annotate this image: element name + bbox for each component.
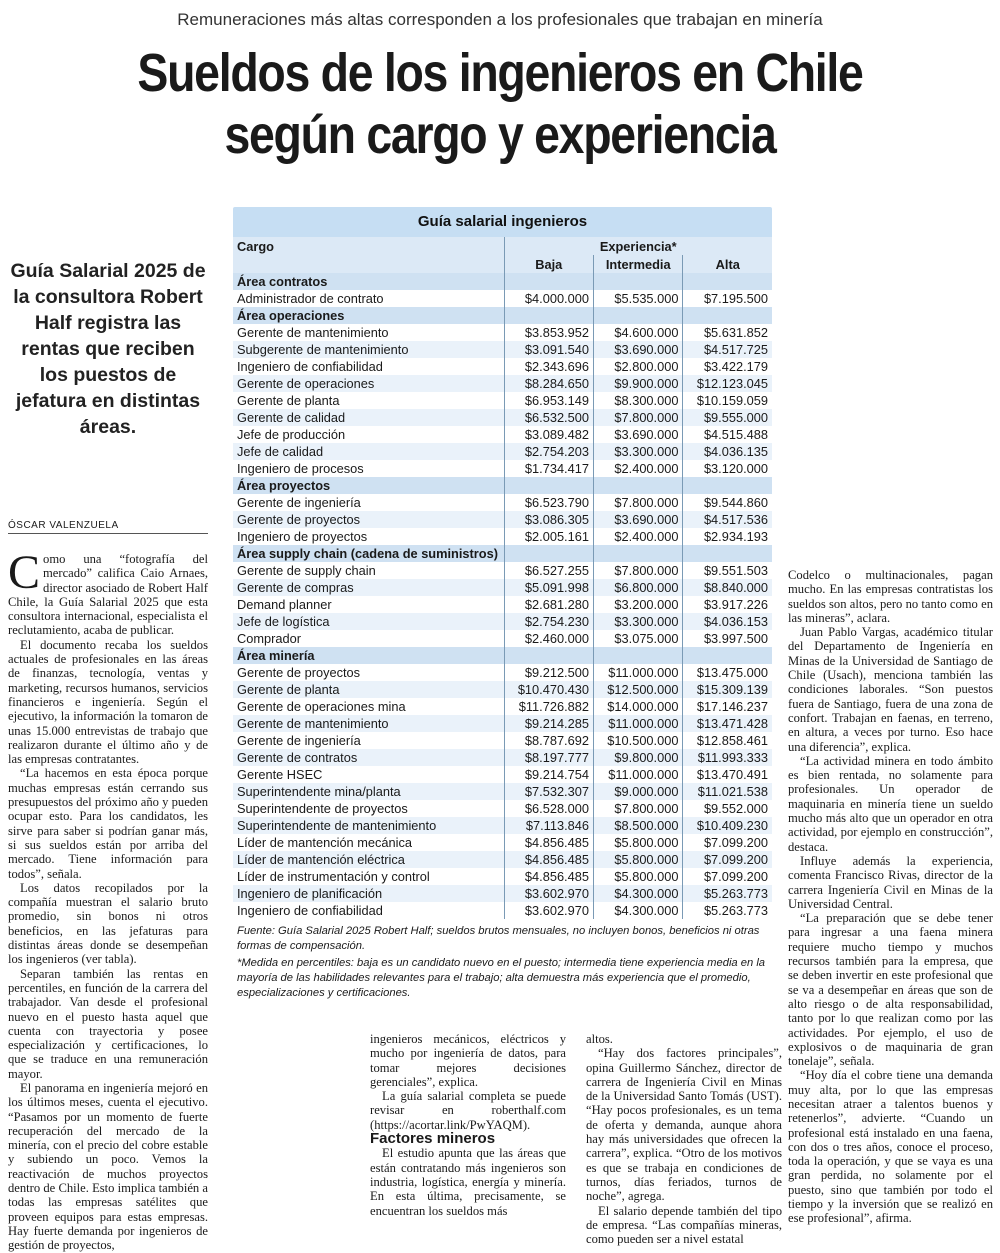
baja-cell: $7.113.846: [504, 817, 593, 834]
table-row: [233, 596, 772, 613]
intermedia-cell: $7.800.000: [593, 494, 682, 511]
paragraph: Los datos recopilados por la compañía muestran el salario bruto promedio, sin bonos ni otros beneficios, en las jefaturas para distintas áreas donde se desempeñan los ingenieros (ver tabla).: [8, 880, 208, 967]
baja-cell: $2.005.161: [504, 528, 593, 545]
table-row: [233, 749, 772, 766]
table-row: [233, 732, 772, 749]
section-label: Área supply chain (cadena de suministros): [233, 545, 504, 562]
salary-grid: [233, 237, 772, 919]
alta-cell: $4.036.135: [683, 443, 772, 460]
baja-cell: $5.091.998: [504, 579, 593, 596]
col-header-baja: Baja: [504, 255, 593, 273]
alta-cell: $5.631.852: [683, 324, 772, 341]
table-row: [233, 664, 772, 681]
table-row: [233, 817, 772, 834]
intermedia-cell: $7.800.000: [593, 409, 682, 426]
cargo-cell: Gerente de ingeniería: [233, 494, 504, 511]
cargo-cell: Gerente HSEC: [233, 766, 504, 783]
cargo-cell: Gerente de contratos: [233, 749, 504, 766]
cargo-cell: Ingeniero de proyectos: [233, 528, 504, 545]
intermedia-cell: $7.800.000: [593, 800, 682, 817]
table-row: [233, 375, 772, 392]
article-column-2: [370, 1032, 566, 1218]
intermedia-cell: $6.800.000: [593, 579, 682, 596]
table-row: [233, 630, 772, 647]
table-row: [233, 851, 772, 868]
cargo-cell: Jefe de logística: [233, 613, 504, 630]
intermedia-cell: $11.000.000: [593, 664, 682, 681]
table-row: [233, 409, 772, 426]
cargo-cell: Ingeniero de confiabilidad: [233, 902, 504, 919]
intermedia-cell: $5.800.000: [593, 868, 682, 885]
table-row: [233, 681, 772, 698]
alta-cell: $13.471.428: [683, 715, 772, 732]
cargo-cell: Jefe de calidad: [233, 443, 504, 460]
table-row: [233, 834, 772, 851]
cargo-cell: Administrador de contrato: [233, 290, 504, 307]
baja-cell: $8.284.650: [504, 375, 593, 392]
intermedia-cell: $3.690.000: [593, 511, 682, 528]
alta-cell: $4.517.536: [683, 511, 772, 528]
cargo-cell: Subgerente de mantenimiento: [233, 341, 504, 358]
alta-cell: $11.021.538: [683, 783, 772, 800]
paragraph: El estudio apunta que las áreas que están contratando más ingenieros son industria, logística, energía y minería. En esta última, precisamente, se encuentran los sueldos más: [370, 1146, 566, 1218]
intermedia-cell: $3.300.000: [593, 443, 682, 460]
intermedia-cell: $8.300.000: [593, 392, 682, 409]
intermedia-cell: $7.800.000: [593, 562, 682, 579]
baja-cell: $2.681.280: [504, 596, 593, 613]
baja-cell: $9.214.754: [504, 766, 593, 783]
alta-cell: $13.475.000: [683, 664, 772, 681]
cargo-cell: Superintendente mina/planta: [233, 783, 504, 800]
alta-cell: $5.263.773: [683, 902, 772, 919]
article-column-3: [586, 1032, 782, 1246]
article-column-4: [788, 568, 993, 1226]
table-source: Fuente: Guía Salarial 2025 Robert Half; sueldos brutos mensuales, no incluyen bonos, beneficios ni otras formas de compensación.: [237, 925, 760, 952]
cargo-cell: Gerente de calidad: [233, 409, 504, 426]
baja-cell: $3.091.540: [504, 341, 593, 358]
intermedia-cell: $8.500.000: [593, 817, 682, 834]
intermedia-cell: $9.000.000: [593, 783, 682, 800]
baja-cell: $4.856.485: [504, 868, 593, 885]
paragraph: “La preparación que se debe tener para ingresar a una faena minera requiere mucho tiempo y muchos recursos también para la empresa, que se deben invertir en este profesional que se va a desempeñar en áreas que son de alto riesgo o de alta responsabilidad, tanto por lo que realizan como por las actividades. Por ejemplo, el uso de explosivos o de maquinaria de gran tonelaje”, señala.: [788, 911, 993, 1069]
baja-cell: $3.602.970: [504, 885, 593, 902]
alta-cell: $2.934.193: [683, 528, 772, 545]
alta-cell: $8.840.000: [683, 579, 772, 596]
table-row: [233, 494, 772, 511]
intermedia-cell: $14.000.000: [593, 698, 682, 715]
drop-cap: C: [8, 546, 41, 599]
baja-cell: $10.470.430: [504, 681, 593, 698]
cargo-cell: Líder de mantención mecánica: [233, 834, 504, 851]
cargo-cell: Gerente de ingeniería: [233, 732, 504, 749]
table-banner: Guía salarial ingenieros: [233, 207, 772, 237]
intermedia-cell: $2.800.000: [593, 358, 682, 375]
table-row: [233, 766, 772, 783]
table-row: [233, 358, 772, 375]
paragraph: “La actividad minera en todo ámbito es bien rentada, no solamente para profesionales. Un operador de maquinaria en minería tiene un sueldo mucho más alto que un operador en otra actividad, por ejemplo en construcción”, destaca.: [788, 753, 993, 854]
alta-cell: $9.552.000: [683, 800, 772, 817]
intermedia-cell: $9.800.000: [593, 749, 682, 766]
intermedia-cell: $11.000.000: [593, 766, 682, 783]
cargo-cell: Ingeniero de procesos: [233, 460, 504, 477]
alta-cell: $7.099.200: [683, 851, 772, 868]
intermedia-cell: $11.000.000: [593, 715, 682, 732]
cargo-cell: Gerente de proyectos: [233, 664, 504, 681]
cargo-cell: Gerente de planta: [233, 681, 504, 698]
baja-cell: $6.523.790: [504, 494, 593, 511]
alta-cell: $9.551.503: [683, 562, 772, 579]
alta-cell: $12.858.461: [683, 732, 772, 749]
paragraph: Separan también las rentas en percentiles, en función de la carrera del trabajador. Van desde el profesional nuevo en el puesto hasta aquel que cuenta con trayectoria y posee especialización y certificaciones, lo que se traduce en una remuneración mayor.: [8, 966, 208, 1081]
intermedia-cell: $2.400.000: [593, 460, 682, 477]
intermedia-cell: $10.500.000: [593, 732, 682, 749]
table-row: [233, 392, 772, 409]
cargo-cell: Jefe de producción: [233, 426, 504, 443]
alta-cell: $3.422.179: [683, 358, 772, 375]
alta-cell: $13.470.491: [683, 766, 772, 783]
col-header-alta: Alta: [683, 255, 772, 273]
table-row: [233, 800, 772, 817]
intermedia-cell: $4.600.000: [593, 324, 682, 341]
alta-cell: $7.099.200: [683, 868, 772, 885]
alta-cell: $4.036.153: [683, 613, 772, 630]
alta-cell: $3.997.500: [683, 630, 772, 647]
headline: [70, 42, 930, 166]
paragraph: ingenieros mecánicos, eléctricos y mucho por ingeniería de datos, para tomar mejores decisiones gerenciales”, explica.: [370, 1032, 566, 1089]
col-header-experiencia: Experiencia*: [504, 237, 772, 255]
section-label: Área minería: [233, 647, 504, 664]
intermedia-cell: $5.800.000: [593, 851, 682, 868]
alta-cell: $7.099.200: [683, 834, 772, 851]
section-label: Área proyectos: [233, 477, 504, 494]
paragraph: Juan Pablo Vargas, académico titular del Departamento de Ingeniería en Minas de la Universidad de Santiago de Chile (Usach), menciona también las condiciones laborales. “Son puestos fuera de Santiago, fuera de una zona de confort. Trabajan en faenas, en terreno, en altura, a veces por turno. Eso hace una diferencia”, explica.: [788, 625, 993, 754]
baja-cell: $8.787.692: [504, 732, 593, 749]
cargo-cell: Líder de mantención eléctrica: [233, 851, 504, 868]
section-header-row: [233, 307, 772, 324]
paragraph: Codelco o multinacionales, pagan mucho. En las empresas contratistas los sueldos son altos, pero no tanto como en las mineras”, aclara.: [788, 568, 993, 625]
col-header-cargo: Cargo: [233, 237, 504, 255]
paragraph: El salario depende también del tipo de empresa. “Las compañías mineras, como pueden ser a nivel estatal: [586, 1203, 782, 1247]
alta-cell: $3.120.000: [683, 460, 772, 477]
table-row: [233, 715, 772, 732]
cargo-cell: Gerente de mantenimiento: [233, 715, 504, 732]
baja-cell: $2.754.230: [504, 613, 593, 630]
intermedia-cell: $3.300.000: [593, 613, 682, 630]
baja-cell: $4.000.000: [504, 290, 593, 307]
article-column-1: [8, 546, 208, 1253]
baja-cell: $4.856.485: [504, 834, 593, 851]
table-row: [233, 613, 772, 630]
table-row: [233, 562, 772, 579]
baja-cell: $6.527.255: [504, 562, 593, 579]
alta-cell: $5.263.773: [683, 885, 772, 902]
cargo-cell: Gerente de operaciones: [233, 375, 504, 392]
intermedia-cell: $12.500.000: [593, 681, 682, 698]
section-header-row: [233, 647, 772, 664]
table-row: [233, 783, 772, 800]
baja-cell: $2.460.000: [504, 630, 593, 647]
alta-cell: $9.555.000: [683, 409, 772, 426]
table-row: [233, 341, 772, 358]
paragraph: “La hacemos en esta época porque muchas empresas están cerrando sus presupuestos del próximo año y pueden ocupar esto. Para los candidatos, les sirve para saber si podrían ganar más, si sus sueldos están por arriba del mercado. Tiene información para todos”, señala.: [8, 766, 208, 881]
section-label: Área operaciones: [233, 307, 504, 324]
intermedia-cell: $3.075.000: [593, 630, 682, 647]
table-row: [233, 511, 772, 528]
baja-cell: $2.754.203: [504, 443, 593, 460]
section-header-row: [233, 477, 772, 494]
baja-cell: $3.089.482: [504, 426, 593, 443]
baja-cell: $6.953.149: [504, 392, 593, 409]
cargo-cell: Comprador: [233, 630, 504, 647]
table-footnotes: [237, 924, 767, 1003]
subheading: Factores mineros: [370, 1130, 496, 1148]
table-row: [233, 579, 772, 596]
alta-cell: $15.309.139: [683, 681, 772, 698]
cargo-cell: Ingeniero de planificación: [233, 885, 504, 902]
salary-table: [233, 207, 772, 919]
cargo-cell: Demand planner: [233, 596, 504, 613]
byline: ÓSCAR VALENZUELA: [8, 520, 208, 534]
table-row: [233, 460, 772, 477]
section-header-row: [233, 545, 772, 562]
alta-cell: $12.123.045: [683, 375, 772, 392]
baja-cell: $9.214.285: [504, 715, 593, 732]
intermedia-cell: $3.200.000: [593, 596, 682, 613]
alta-cell: $4.515.488: [683, 426, 772, 443]
intermedia-cell: $5.800.000: [593, 834, 682, 851]
intermedia-cell: $4.300.000: [593, 885, 682, 902]
headline-line-2: según cargo y experiencia: [224, 105, 776, 165]
cargo-cell: Superintendente de mantenimiento: [233, 817, 504, 834]
paragraph: El documento recaba los sueldos actuales de profesionales en las áreas de finanzas, tecnología, ventas y marketing, recursos humanos, servicios financieros e ingeniería. Según el ejecutivo, la información la tomaron de unas 15.000 entrevistas de trabajo que realizaron durante el último año y de las empresas contratantes.: [8, 637, 208, 767]
alta-cell: $4.517.725: [683, 341, 772, 358]
table-row: [233, 868, 772, 885]
table-row: [233, 698, 772, 715]
table-row: [233, 902, 772, 919]
alta-cell: $3.917.226: [683, 596, 772, 613]
alta-cell: $10.159.059: [683, 392, 772, 409]
intermedia-cell: $2.400.000: [593, 528, 682, 545]
cargo-cell: Líder de instrumentación y control: [233, 868, 504, 885]
table-row: [233, 290, 772, 307]
intermedia-cell: $3.690.000: [593, 426, 682, 443]
baja-cell: $8.197.777: [504, 749, 593, 766]
table-row: [233, 885, 772, 902]
cargo-cell: Superintendente de proyectos: [233, 800, 504, 817]
paragraph: altos.: [586, 1032, 613, 1046]
section-label: Área contratos: [233, 273, 504, 290]
alta-cell: $10.409.230: [683, 817, 772, 834]
cargo-cell: Gerente de mantenimiento: [233, 324, 504, 341]
baja-cell: $1.734.417: [504, 460, 593, 477]
table-row: [233, 426, 772, 443]
cargo-cell: Gerente de operaciones mina: [233, 698, 504, 715]
baja-cell: $3.086.305: [504, 511, 593, 528]
alta-cell: $17.146.237: [683, 698, 772, 715]
baja-cell: $9.212.500: [504, 664, 593, 681]
intermedia-cell: $4.300.000: [593, 902, 682, 919]
col-header-intermedia: Intermedia: [593, 255, 682, 273]
intermedia-cell: $3.690.000: [593, 341, 682, 358]
baja-cell: $6.528.000: [504, 800, 593, 817]
lead-summary: Guía Salarial 2025 de la consultora Robert Half registra las rentas que reciben los puestos de jefatura en distintas áreas.: [10, 260, 206, 438]
baja-cell: $11.726.882: [504, 698, 593, 715]
cargo-cell: Ingeniero de confiabilidad: [233, 358, 504, 375]
paragraph: “Hoy día el cobre tiene una demanda muy alta, por lo que las empresas necesitan atraer a talentos buenos y retenerlos”, advierte. “Cuando un profesional está instalado en una faena, con dos o tres años, conoce el proceso, toda la operación, y que se vaya es una gran perdida, no solamente por el puesto, sino que también por todo el tiempo y la inversión que se realizó en ese profesional”, afirma.: [788, 1068, 993, 1226]
paragraph: Influye además la experiencia, comenta Francisco Rivas, director de la carrera Ingeniería Civil en Minas de la Universidad Central.: [788, 853, 993, 911]
paragraph: “Hay dos factores principales”, opina Guillermo Sánchez, director de carrera de Ingeniería Civil en Minas de la Universidad Santo Tomás (UST). “Hay pocos profesionales, es un tema de oferta y demanda, aunque ahora hay más universidades que ofrecen la carrera”, explica. “Otro de los motivos es que se trabaja en condiciones de turnos, días feriados, turnos de noche”, agrega.: [586, 1046, 782, 1204]
intermedia-cell: $5.535.000: [593, 290, 682, 307]
baja-cell: $7.532.307: [504, 783, 593, 800]
headline-line-1: Sueldos de los ingenieros en Chile: [137, 43, 863, 103]
paragraph: Como una “fotografía del mercado” califica Caio Arnaes, director asociado de Robert Half Chile, la Guía Salarial 2025 que esta consultora internacional, especialista el reclutamiento, acaba de publicar.: [8, 546, 208, 638]
cargo-cell: Gerente de supply chain: [233, 562, 504, 579]
paragraph: El panorama en ingeniería mejoró en los últimos meses, cuenta el ejecutivo. “Pasamos por un momento de fuerte recuperación del mercado de la minería, con el precio del cobre estable y subiendo un poco. Vemos la reactivación de muchos proyectos dentro de Chile. Esto implica también a todas las empresas satélites que proveen equipos para estas empresas. Hay fuerte demanda por ingenieros de gestión de proyectos,: [8, 1080, 208, 1253]
baja-cell: $2.343.696: [504, 358, 593, 375]
table-note: *Medida en percentiles: baja es un candidato nuevo en el puesto; intermedia tiene experiencia media en la mayoría de las habilidades relevantes para el trabajo; alta demuestra más experiencia que el promedio, especializaciones y certificaciones.: [237, 957, 766, 999]
table-row: [233, 324, 772, 341]
cargo-cell: Gerente de proyectos: [233, 511, 504, 528]
cargo-cell: Gerente de planta: [233, 392, 504, 409]
table-row: [233, 443, 772, 460]
alta-cell: $11.993.333: [683, 749, 772, 766]
section-header-row: [233, 273, 772, 290]
baja-cell: $4.856.485: [504, 851, 593, 868]
baja-cell: $3.602.970: [504, 902, 593, 919]
table-row: [233, 528, 772, 545]
baja-cell: $6.532.500: [504, 409, 593, 426]
intermedia-cell: $9.900.000: [593, 375, 682, 392]
baja-cell: $3.853.952: [504, 324, 593, 341]
alta-cell: $9.544.860: [683, 494, 772, 511]
alta-cell: $7.195.500: [683, 290, 772, 307]
cargo-cell: Gerente de compras: [233, 579, 504, 596]
kicker: Remuneraciones más altas corresponden a los profesionales que trabajan en minería: [177, 10, 823, 29]
paragraph: La guía salarial completa se puede revisar en roberthalf.com (https://acortar.link/PwYAQM).: [370, 1089, 566, 1132]
